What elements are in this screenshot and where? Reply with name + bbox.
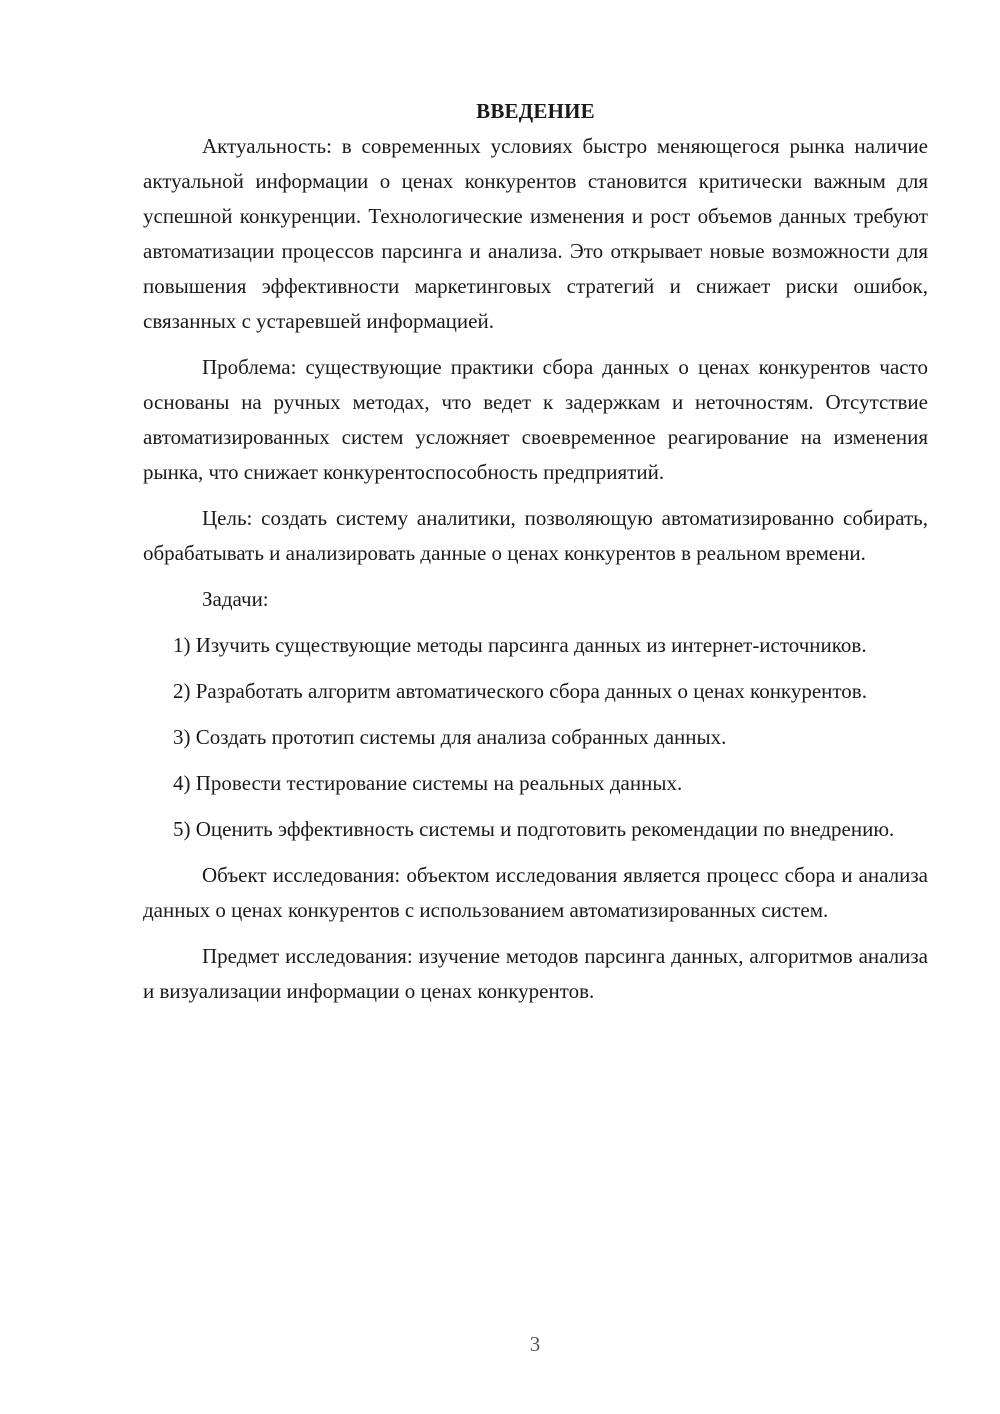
task-item-3: 3) Создать прототип системы для анализа собранных данных. [173, 725, 727, 749]
task-item-1: 1) Изучить существующие методы парсинга данных из интернет-источников. [173, 633, 867, 657]
task-item-2: 2) Разработать алгоритм автоматического сбора данных о ценах конкурентов. [173, 679, 867, 703]
page-number: 3 [529, 1332, 541, 1356]
paragraph-object: Объект исследования: объектом исследования является процесс сбора и анализа данных о ценах конкурентов с использованием автоматизированных систем. [143, 863, 928, 922]
paragraph-problem: Проблема: существующие практики сбора данных о ценах конкурентов часто основаны на ручных методах, что ведет к задержкам и неточностям. Отсутствие автоматизированных систем усложняет своевременное реагирование на изменения рынка, что снижает конкурентоспособность предприятий. [143, 355, 928, 484]
paragraph-relevance: Актуальность: в современных условиях быстро меняющегося рынка наличие актуальной информации о ценах конкурентов становится критически важным для успешной конкуренции. Технологические изменения и рост объемов данных требуют автоматизации процессов парсинга и анализа. Это открывает новые возможности для повышения эффективности маркетинговых стратегий и снижает риски ошибок, связанных с устаревшей информацией. [143, 134, 928, 333]
paragraph-goal: Цель: создать систему аналитики, позволяющую автоматизированно собирать, обрабатывать и анализировать данные о ценах конкурентов в реальном времени. [143, 506, 928, 565]
task-item-5: 5) Оценить эффективность системы и подготовить рекомендации по внедрению. [173, 817, 895, 841]
paragraph-subject: Предмет исследования: изучение методов парсинга данных, алгоритмов анализа и визуализации информации о ценах конкурентов. [143, 944, 928, 1003]
tasks-label: Задачи: [202, 587, 269, 611]
section-heading: ВВЕДЕНИЕ [476, 99, 595, 123]
task-item-4: 4) Провести тестирование системы на реальных данных. [173, 771, 683, 795]
document-page [143, 94, 928, 1009]
